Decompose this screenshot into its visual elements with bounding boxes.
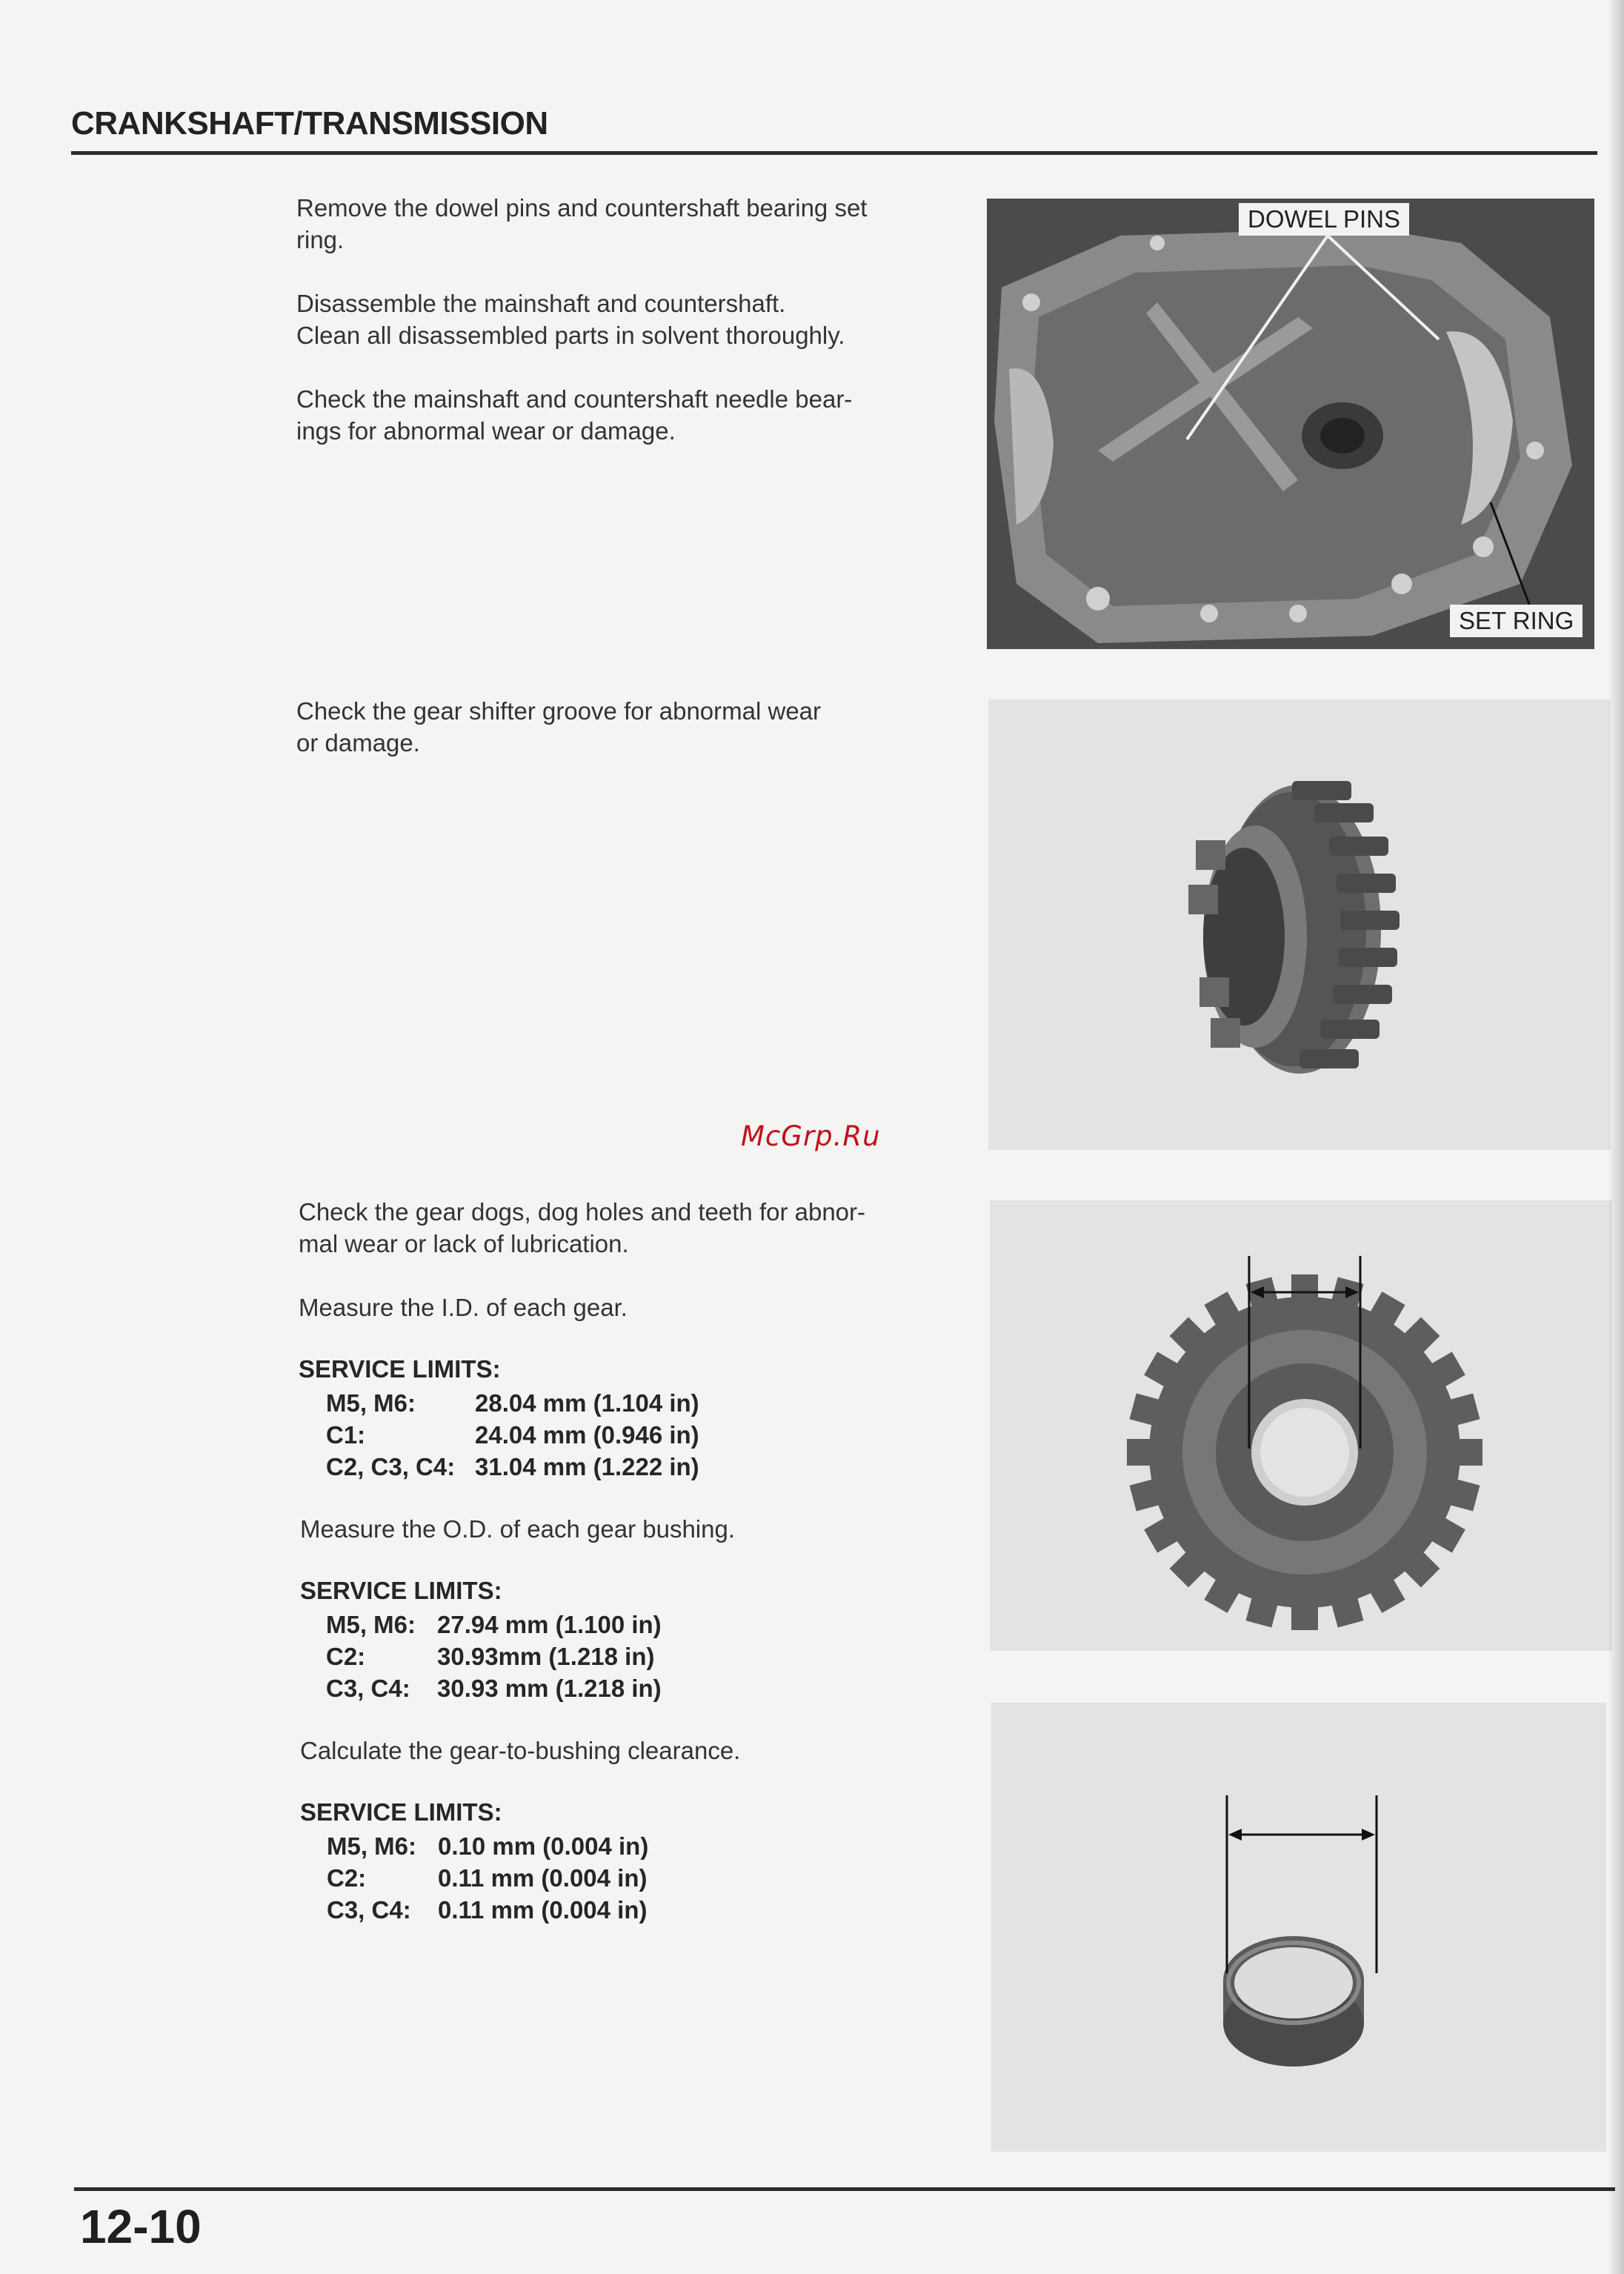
instruction-disassemble-shafts: Disassemble the mainshaft and countershaft. Clean all disassembled parts in solvent thoroughly. [296, 290, 845, 349]
service-limits-title-bushing-od: SERVICE LIMITS: [300, 1577, 502, 1604]
page-title: CRANKSHAFT/TRANSMISSION [71, 105, 548, 142]
watermark: McGrp.Ru [741, 1120, 881, 1152]
limit-label: C3, C4: [327, 1895, 411, 1924]
limit-row [327, 1830, 659, 1862]
limit-label: M5, M6: [327, 1832, 417, 1860]
limit-label: C3, C4: [326, 1674, 410, 1702]
limit-row [327, 1894, 659, 1926]
limit-row [326, 1609, 672, 1640]
instruction-check-shifter-groove: Check the gear shifter groove for abnormal wear or damage. [296, 697, 822, 757]
limit-label: C2: [326, 1642, 366, 1670]
limit-value: 0.10 mm (0.004 in) [438, 1832, 649, 1860]
limit-row [326, 1640, 672, 1672]
limit-value: 0.11 mm (0.004 in) [438, 1895, 648, 1924]
crankcase-photo [987, 199, 1594, 649]
limit-label: C2, C3, C4: [326, 1452, 456, 1480]
gear-shifter-groove-photo [988, 699, 1611, 1150]
instruction-measure-gear-id: Measure the I.D. of each gear. [299, 1294, 628, 1321]
limit-label: C2: [327, 1864, 367, 1892]
service-limits-gear-id [326, 1387, 710, 1483]
limit-value: 24.04 mm (0.946 in) [475, 1420, 699, 1449]
gear-id-photo [990, 1200, 1612, 1651]
limit-value: 0.11 mm (0.004 in) [438, 1864, 648, 1892]
limit-row [326, 1419, 710, 1451]
service-limits-title-gear-id: SERVICE LIMITS: [299, 1355, 501, 1383]
limit-label: M5, M6: [326, 1389, 416, 1417]
limit-row [327, 1862, 659, 1894]
limit-value: 27.94 mm (1.100 in) [437, 1610, 662, 1638]
limit-row [326, 1451, 710, 1483]
footer-rule [74, 2187, 1615, 2191]
instruction-check-gear-dogs: Check the gear dogs, dog holes and teeth for abnor- mal wear or lack of lubrication. [299, 1198, 866, 1257]
header-rule [71, 151, 1597, 155]
instruction-calculate-clearance: Calculate the gear-to-bushing clearance. [300, 1737, 741, 1764]
limit-label: C1: [326, 1420, 366, 1449]
instruction-measure-bushing-od: Measure the O.D. of each gear bushing. [300, 1515, 736, 1543]
bushing-od-photo [991, 1703, 1606, 2152]
limit-value: 28.04 mm (1.104 in) [475, 1389, 699, 1417]
instruction-remove-dowel-pins: Remove the dowel pins and countershaft bearing set ring. [296, 194, 868, 253]
set-ring-label: SET RING [1450, 605, 1583, 637]
limit-label: M5, M6: [326, 1610, 416, 1638]
service-limits-bushing-od [326, 1609, 672, 1704]
service-limits-clearance [327, 1830, 659, 1926]
limit-row [326, 1672, 672, 1704]
limit-row [326, 1387, 710, 1419]
service-limits-title-clearance: SERVICE LIMITS: [300, 1798, 502, 1826]
limit-value: 31.04 mm (1.222 in) [475, 1452, 699, 1480]
dowel-pins-label: DOWEL PINS [1239, 203, 1409, 236]
page-edge-shadow [1608, 0, 1624, 2274]
limit-value: 30.93mm (1.218 in) [437, 1642, 655, 1670]
page-number: 12-10 [80, 2200, 202, 2253]
instruction-check-needle-bearings: Check the mainshaft and countershaft needle bear- ings for abnormal wear or damage. [296, 385, 853, 445]
limit-value: 30.93 mm (1.218 in) [437, 1674, 662, 1702]
